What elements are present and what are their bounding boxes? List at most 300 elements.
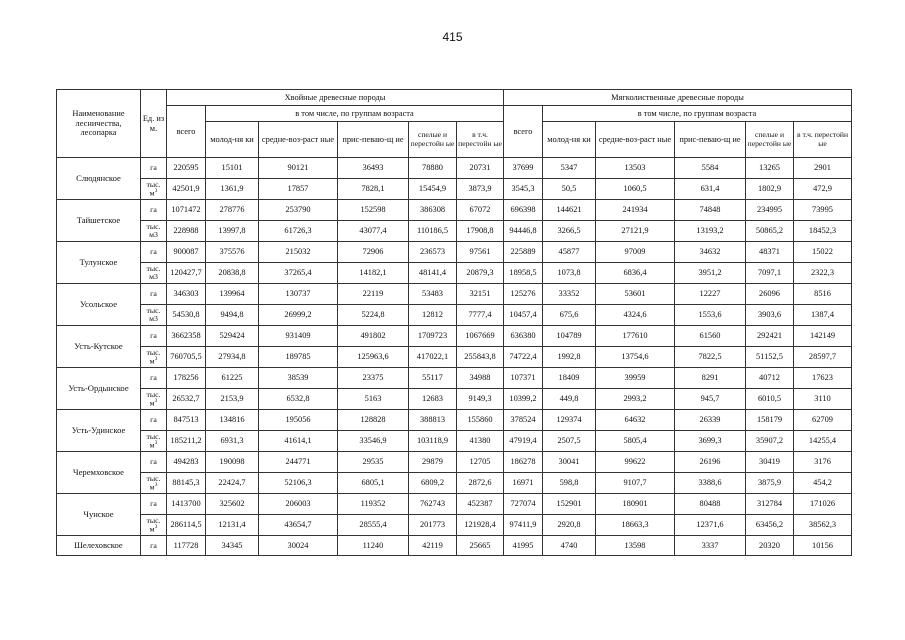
conifer-value-cell: 9494,8 (206, 305, 259, 326)
soft-value-cell: 61560 (675, 326, 746, 347)
conifer-value-cell: 15101 (206, 158, 259, 179)
conifer-overmature-header: в т.ч. перестойн ые (457, 122, 504, 158)
conifer-value-cell: 220595 (167, 158, 206, 179)
conifer-value-cell: 1709723 (409, 326, 457, 347)
conifer-value-cell: 346303 (167, 284, 206, 305)
conifer-value-cell: 5224,8 (338, 305, 409, 326)
conifer-mature-header: спелые и перестойн ые (409, 122, 457, 158)
unit-label: га (150, 457, 157, 467)
conifer-value-cell: 201773 (409, 515, 457, 536)
conifer-value-cell: 3662358 (167, 326, 206, 347)
soft-value-cell: 26196 (675, 452, 746, 473)
soft-value-cell: 158179 (746, 410, 794, 431)
unit-cell (141, 389, 167, 410)
conifer-value-cell: 12683 (409, 389, 457, 410)
unit-cell (141, 431, 167, 452)
soft-value-cell: 312784 (746, 494, 794, 515)
soft-overmature-header: в т.ч. перестойн ые (794, 122, 852, 158)
soft-value-cell: 13193,2 (675, 221, 746, 242)
soft-value-cell: 4324,6 (596, 305, 675, 326)
table-row (57, 452, 852, 473)
conifer-value-cell: 7828,1 (338, 179, 409, 200)
soft-middle-header: средне-воз-раст ные (596, 122, 675, 158)
table-row (57, 221, 852, 242)
table-row (57, 179, 852, 200)
conifer-value-cell: 52106,3 (259, 473, 338, 494)
soft-value-cell: 30041 (543, 452, 596, 473)
soft-value-cell: 13754,6 (596, 347, 675, 368)
table-row (57, 305, 852, 326)
unit-cell (141, 305, 167, 326)
soft-value-cell: 125276 (504, 284, 543, 305)
soft-value-cell: 35907,2 (746, 431, 794, 452)
soft-value-cell: 94446,8 (504, 221, 543, 242)
conifer-value-cell: 20731 (457, 158, 504, 179)
soft-value-cell: 53601 (596, 284, 675, 305)
soft-value-cell: 378524 (504, 410, 543, 431)
unit-label: тыс. м3 (146, 306, 161, 323)
soft-value-cell: 3903,6 (746, 305, 794, 326)
conifer-value-cell: 34345 (206, 536, 259, 556)
soft-value-cell: 63456,2 (746, 515, 794, 536)
soft-value-cell: 3951,2 (675, 263, 746, 284)
soft-value-cell: 40712 (746, 368, 794, 389)
soft-value-cell: 5805,4 (596, 431, 675, 452)
soft-value-cell: 186278 (504, 452, 543, 473)
soft-value-cell: 38562,3 (794, 515, 852, 536)
soft-value-cell: 636380 (504, 326, 543, 347)
conifer-value-cell: 900087 (167, 242, 206, 263)
unit-cell (141, 452, 167, 473)
conifer-value-cell: 417022,1 (409, 347, 457, 368)
conifer-value-cell: 375576 (206, 242, 259, 263)
conifer-value-cell: 78880 (409, 158, 457, 179)
conifer-value-cell: 206003 (259, 494, 338, 515)
conifer-value-cell: 215032 (259, 242, 338, 263)
soft-value-cell: 727074 (504, 494, 543, 515)
unit-label: га (150, 415, 157, 425)
soft-value-cell: 3875,9 (746, 473, 794, 494)
table-row (57, 368, 852, 389)
conifer-value-cell: 28555,4 (338, 515, 409, 536)
table-row (57, 473, 852, 494)
soft-value-cell: 2920,8 (543, 515, 596, 536)
soft-value-cell: 51152,5 (746, 347, 794, 368)
unit-superscript: 3 (154, 439, 158, 446)
conifer-value-cell: 23375 (338, 368, 409, 389)
soft-group-header: Мягколиственные древесные породы (504, 90, 852, 106)
soft-value-cell: 62709 (794, 410, 852, 431)
soft-value-cell: 47919,4 (504, 431, 543, 452)
soft-value-cell: 73995 (794, 200, 852, 221)
conifer-value-cell: 125963,6 (338, 347, 409, 368)
soft-value-cell: 152901 (543, 494, 596, 515)
conifer-value-cell: 1067669 (457, 326, 504, 347)
conifer-value-cell: 6532,8 (259, 389, 338, 410)
unit-label: тыс. м (146, 473, 161, 492)
unit-cell (141, 158, 167, 179)
soft-value-cell: 80488 (675, 494, 746, 515)
forestry-name: Тулунское (57, 242, 141, 284)
conifer-value-cell: 13997,8 (206, 221, 259, 242)
soft-value-cell: 97411,9 (504, 515, 543, 536)
forestry-name: Черемховское (57, 452, 141, 494)
soft-value-cell: 7097,1 (746, 263, 794, 284)
soft-value-cell: 34632 (675, 242, 746, 263)
conifer-value-cell: 14182,1 (338, 263, 409, 284)
conifer-value-cell: 190098 (206, 452, 259, 473)
table-header (57, 90, 852, 158)
conifer-value-cell: 2872,6 (457, 473, 504, 494)
unit-cell (141, 536, 167, 556)
unit-label: тыс. м (146, 515, 161, 534)
soft-value-cell: 631,4 (675, 179, 746, 200)
soft-value-cell: 16971 (504, 473, 543, 494)
table-row (57, 389, 852, 410)
conifer-value-cell: 22424,7 (206, 473, 259, 494)
unit-label: га (150, 289, 157, 299)
conifer-value-cell: 3873,9 (457, 179, 504, 200)
conifer-value-cell: 121928,4 (457, 515, 504, 536)
conifer-value-cell: 32151 (457, 284, 504, 305)
soft-value-cell: 1992,8 (543, 347, 596, 368)
soft-value-cell: 3545,3 (504, 179, 543, 200)
soft-value-cell: 1553,6 (675, 305, 746, 326)
forestry-name: Усть-Удинское (57, 410, 141, 452)
conifer-middle-header: средне-воз-раст ные (259, 122, 338, 158)
soft-total-header: всего (504, 106, 543, 158)
soft-value-cell: 18409 (543, 368, 596, 389)
unit-cell (141, 284, 167, 305)
conifer-value-cell: 286114,5 (167, 515, 206, 536)
forestry-name: Чунское (57, 494, 141, 536)
soft-value-cell: 20320 (746, 536, 794, 556)
table-row (57, 263, 852, 284)
soft-value-cell: 1073,8 (543, 263, 596, 284)
soft-value-cell: 13598 (596, 536, 675, 556)
soft-value-cell: 97009 (596, 242, 675, 263)
conifer-value-cell: 48141,4 (409, 263, 457, 284)
conifer-value-cell: 130737 (259, 284, 338, 305)
conifer-value-cell: 20838,8 (206, 263, 259, 284)
conifer-value-cell: 128828 (338, 410, 409, 431)
soft-value-cell: 64632 (596, 410, 675, 431)
conifer-value-cell: 29879 (409, 452, 457, 473)
table-row (57, 326, 852, 347)
unit-label: га (150, 331, 157, 341)
conifer-value-cell: 110186,5 (409, 221, 457, 242)
soft-value-cell: 449,8 (543, 389, 596, 410)
conifer-value-cell: 72906 (338, 242, 409, 263)
conifer-value-cell: 152598 (338, 200, 409, 221)
soft-value-cell: 74722,4 (504, 347, 543, 368)
soft-value-cell: 10399,2 (504, 389, 543, 410)
forestry-name: Шелеховское (57, 536, 141, 556)
conifer-value-cell: 1413700 (167, 494, 206, 515)
soft-value-cell: 3266,5 (543, 221, 596, 242)
conifer-value-cell: 29535 (338, 452, 409, 473)
conifer-value-cell: 90121 (259, 158, 338, 179)
unit-superscript: 3 (154, 481, 158, 488)
conifer-value-cell: 55117 (409, 368, 457, 389)
soft-value-cell: 14255,4 (794, 431, 852, 452)
soft-value-cell: 3699,3 (675, 431, 746, 452)
soft-value-cell: 50,5 (543, 179, 596, 200)
conifer-value-cell: 452387 (457, 494, 504, 515)
soft-value-cell: 37699 (504, 158, 543, 179)
soft-value-cell: 12227 (675, 284, 746, 305)
conifer-value-cell: 762743 (409, 494, 457, 515)
soft-value-cell: 144621 (543, 200, 596, 221)
unit-cell (141, 368, 167, 389)
conifer-value-cell: 42119 (409, 536, 457, 556)
conifer-value-cell: 388813 (409, 410, 457, 431)
soft-value-cell: 17623 (794, 368, 852, 389)
unit-column-header: Ед. из м. (141, 90, 167, 158)
soft-value-cell: 13265 (746, 158, 794, 179)
soft-value-cell: 9107,7 (596, 473, 675, 494)
soft-value-cell: 48371 (746, 242, 794, 263)
table-row (57, 158, 852, 179)
soft-value-cell: 177610 (596, 326, 675, 347)
conifer-value-cell: 103118,9 (409, 431, 457, 452)
soft-value-cell: 7822,5 (675, 347, 746, 368)
soft-value-cell: 45877 (543, 242, 596, 263)
soft-value-cell: 1802,9 (746, 179, 794, 200)
soft-value-cell: 3176 (794, 452, 852, 473)
unit-cell (141, 179, 167, 200)
soft-value-cell: 3110 (794, 389, 852, 410)
conifer-value-cell: 15454,9 (409, 179, 457, 200)
unit-label: тыс. м (146, 179, 161, 198)
conifer-value-cell: 12812 (409, 305, 457, 326)
soft-value-cell: 107371 (504, 368, 543, 389)
conifer-value-cell: 2153,9 (206, 389, 259, 410)
soft-value-cell: 18663,3 (596, 515, 675, 536)
unit-superscript: 3 (154, 397, 158, 404)
conifer-value-cell: 491802 (338, 326, 409, 347)
soft-value-cell: 945,7 (675, 389, 746, 410)
conifer-ripening-header: прис-певаю-щ ие (338, 122, 409, 158)
soft-value-cell: 6010,5 (746, 389, 794, 410)
conifer-value-cell: 760705,5 (167, 347, 206, 368)
soft-value-cell: 18958,5 (504, 263, 543, 284)
soft-value-cell: 129374 (543, 410, 596, 431)
soft-value-cell: 1387,4 (794, 305, 852, 326)
conifer-value-cell: 494283 (167, 452, 206, 473)
conifer-value-cell: 36493 (338, 158, 409, 179)
conifer-value-cell: 228988 (167, 221, 206, 242)
conifer-young-header: молод-ня ки (206, 122, 259, 158)
soft-value-cell: 180901 (596, 494, 675, 515)
table-row (57, 347, 852, 368)
soft-value-cell: 3388,6 (675, 473, 746, 494)
unit-superscript: 3 (154, 355, 158, 362)
soft-value-cell: 33352 (543, 284, 596, 305)
conifer-value-cell: 27934,8 (206, 347, 259, 368)
soft-value-cell: 41995 (504, 536, 543, 556)
unit-cell (141, 515, 167, 536)
soft-value-cell: 598,8 (543, 473, 596, 494)
unit-cell (141, 494, 167, 515)
table-row (57, 515, 852, 536)
unit-superscript: 3 (154, 523, 158, 530)
conifer-value-cell: 847513 (167, 410, 206, 431)
unit-cell (141, 347, 167, 368)
unit-label: тыс. м (146, 389, 161, 408)
conifer-value-cell: 178256 (167, 368, 206, 389)
conifer-value-cell: 185211,2 (167, 431, 206, 452)
conifer-value-cell: 12705 (457, 452, 504, 473)
soft-mature-header: спелые и перестойн ые (746, 122, 794, 158)
conifer-value-cell: 61225 (206, 368, 259, 389)
unit-label: га (150, 373, 157, 383)
forestry-name: Усть-Ордынское (57, 368, 141, 410)
soft-value-cell: 39959 (596, 368, 675, 389)
conifer-value-cell: 7777,4 (457, 305, 504, 326)
conifer-value-cell: 17857 (259, 179, 338, 200)
table-row (57, 242, 852, 263)
conifer-value-cell: 25665 (457, 536, 504, 556)
conifer-value-cell: 20879,3 (457, 263, 504, 284)
conifer-value-cell: 30024 (259, 536, 338, 556)
conifer-value-cell: 6809,2 (409, 473, 457, 494)
soft-value-cell: 28597,7 (794, 347, 852, 368)
soft-value-cell: 2993,2 (596, 389, 675, 410)
soft-value-cell: 12371,6 (675, 515, 746, 536)
conifer-value-cell: 37265,4 (259, 263, 338, 284)
unit-label: га (150, 163, 157, 173)
soft-value-cell: 225889 (504, 242, 543, 263)
conifer-value-cell: 278776 (206, 200, 259, 221)
table-row (57, 410, 852, 431)
soft-value-cell: 1060,5 (596, 179, 675, 200)
soft-value-cell: 171026 (794, 494, 852, 515)
conifer-value-cell: 26999,2 (259, 305, 338, 326)
conifer-value-cell: 67072 (457, 200, 504, 221)
forestry-name: Тайшетское (57, 200, 141, 242)
soft-value-cell: 675,6 (543, 305, 596, 326)
soft-value-cell: 15022 (794, 242, 852, 263)
conifer-value-cell: 1071472 (167, 200, 206, 221)
unit-cell (141, 473, 167, 494)
unit-label: га (150, 205, 157, 215)
conifer-value-cell: 155860 (457, 410, 504, 431)
unit-label: га (150, 247, 157, 257)
conifer-value-cell: 529424 (206, 326, 259, 347)
conifer-value-cell: 189785 (259, 347, 338, 368)
unit-cell (141, 200, 167, 221)
table-row (57, 431, 852, 452)
soft-value-cell: 13503 (596, 158, 675, 179)
conifer-value-cell: 195056 (259, 410, 338, 431)
soft-value-cell: 26096 (746, 284, 794, 305)
soft-value-cell: 26339 (675, 410, 746, 431)
unit-label: тыс. м (146, 431, 161, 450)
conifer-value-cell: 1361,9 (206, 179, 259, 200)
soft-value-cell: 104789 (543, 326, 596, 347)
soft-value-cell: 472,9 (794, 179, 852, 200)
conifer-value-cell: 253790 (259, 200, 338, 221)
soft-ripening-header: прис-певаю-щ ие (675, 122, 746, 158)
soft-value-cell: 2322,3 (794, 263, 852, 284)
conifer-value-cell: 33546,9 (338, 431, 409, 452)
soft-value-cell: 74848 (675, 200, 746, 221)
conifer-value-cell: 134816 (206, 410, 259, 431)
conifer-value-cell: 88145,3 (167, 473, 206, 494)
conifer-value-cell: 17908,8 (457, 221, 504, 242)
conifer-value-cell: 9149,3 (457, 389, 504, 410)
table-row (57, 200, 852, 221)
unit-cell (141, 326, 167, 347)
unit-label: тыс. м3 (146, 222, 161, 239)
unit-label: га (150, 499, 157, 509)
conifer-value-cell: 325602 (206, 494, 259, 515)
conifer-value-cell: 38539 (259, 368, 338, 389)
forestry-name: Усольское (57, 284, 141, 326)
conifer-value-cell: 43077,4 (338, 221, 409, 242)
conifer-value-cell: 236573 (409, 242, 457, 263)
soft-value-cell: 27121,9 (596, 221, 675, 242)
unit-label: га (150, 540, 157, 550)
conifer-value-cell: 42501,9 (167, 179, 206, 200)
table-row (57, 536, 852, 556)
soft-value-cell: 8291 (675, 368, 746, 389)
soft-value-cell: 241934 (596, 200, 675, 221)
conifer-value-cell: 41380 (457, 431, 504, 452)
table-row (57, 284, 852, 305)
conifer-value-cell: 6931,3 (206, 431, 259, 452)
conifer-value-cell: 244771 (259, 452, 338, 473)
conifer-value-cell: 12131,4 (206, 515, 259, 536)
soft-value-cell: 3337 (675, 536, 746, 556)
soft-value-cell: 6836,4 (596, 263, 675, 284)
soft-value-cell: 2507,5 (543, 431, 596, 452)
conifer-group-header: Хвойные древесные породы (167, 90, 504, 106)
conifer-value-cell: 41614,1 (259, 431, 338, 452)
soft-value-cell: 234995 (746, 200, 794, 221)
forestry-name: Усть-Кутское (57, 326, 141, 368)
forestry-name: Слюдянское (57, 158, 141, 200)
soft-value-cell: 99622 (596, 452, 675, 473)
conifer-value-cell: 931409 (259, 326, 338, 347)
unit-cell (141, 263, 167, 284)
page-number: 415 (442, 30, 463, 44)
conifer-value-cell: 119352 (338, 494, 409, 515)
conifer-subgroup-header: в том числе, по группам возраста (206, 106, 504, 122)
soft-value-cell: 454,2 (794, 473, 852, 494)
conifer-value-cell: 117728 (167, 536, 206, 556)
soft-value-cell: 8516 (794, 284, 852, 305)
soft-value-cell: 142149 (794, 326, 852, 347)
unit-superscript: 3 (154, 187, 158, 194)
soft-value-cell: 292421 (746, 326, 794, 347)
conifer-value-cell: 139964 (206, 284, 259, 305)
soft-subgroup-header: в том числе, по группам возраста (543, 106, 852, 122)
unit-cell (141, 221, 167, 242)
soft-value-cell: 10457,4 (504, 305, 543, 326)
soft-value-cell: 18452,3 (794, 221, 852, 242)
soft-value-cell: 5584 (675, 158, 746, 179)
unit-cell (141, 410, 167, 431)
conifer-value-cell: 11240 (338, 536, 409, 556)
unit-label: тыс. м (146, 347, 161, 366)
conifer-value-cell: 54530,8 (167, 305, 206, 326)
conifer-value-cell: 6805,1 (338, 473, 409, 494)
soft-value-cell: 10156 (794, 536, 852, 556)
conifer-value-cell: 386308 (409, 200, 457, 221)
conifer-value-cell: 255843,8 (457, 347, 504, 368)
